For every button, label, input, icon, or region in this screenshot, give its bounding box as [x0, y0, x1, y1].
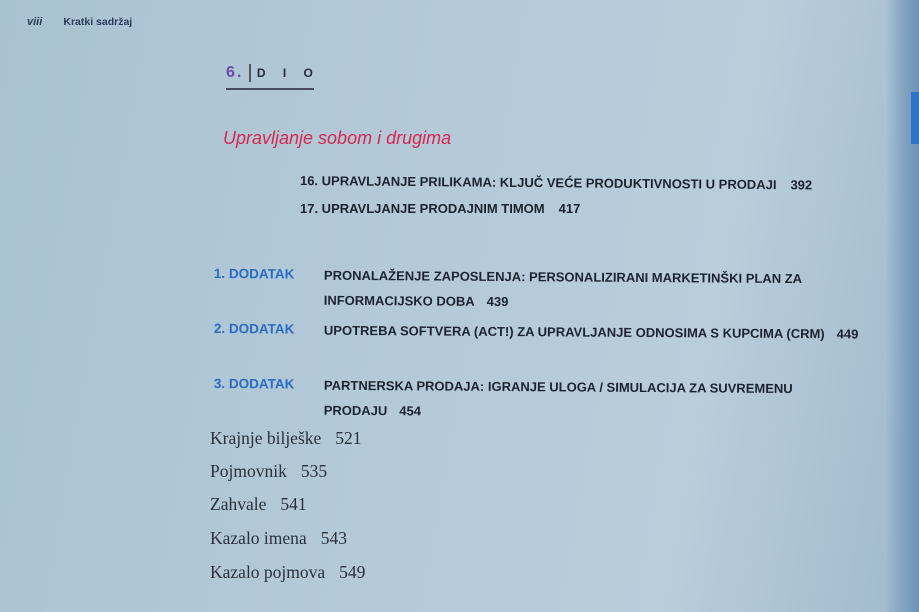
appendix-entry[interactable] — [213, 266, 874, 310]
back-matter-title: Kazalo imena — [210, 528, 307, 548]
part-number: 6. — [226, 64, 244, 82]
part-underline — [226, 88, 314, 90]
chapter-entry[interactable] — [300, 201, 580, 216]
chapter-entry[interactable] — [300, 173, 812, 192]
appendix-page: 454 — [399, 403, 422, 419]
back-matter-entry[interactable] — [210, 461, 327, 482]
back-matter-page: 541 — [280, 494, 307, 514]
appendix-title: PARTNERSKA PRODAJA: IGRANJE ULOGA / SIMULACIJA ZA SUVREMENU PRODAJU — [323, 377, 793, 419]
running-header — [27, 16, 132, 28]
back-matter-title: Kazalo pojmova — [210, 562, 326, 582]
appendix-page: 449 — [836, 326, 859, 342]
appendix-text — [324, 263, 864, 317]
back-matter-title: Pojmovnik — [210, 461, 287, 481]
appendix-entry[interactable] — [213, 376, 874, 419]
back-matter-page: 521 — [335, 428, 362, 448]
back-matter-title: Zahvale — [210, 494, 267, 514]
running-title: Kratki sadržaj — [63, 16, 133, 28]
back-matter-title: Krajnje bilješke — [210, 428, 322, 448]
page-number: viii — [27, 16, 43, 28]
appendix-title: PRONALAŽENJE ZAPOSLENJA: PERSONALIZIRANI MARKETINŠKI PLAN ZA INFORMACIJSKO DOBA — [323, 267, 802, 309]
section-title: Upravljanje sobom i drugima — [223, 128, 452, 148]
appendix-text — [324, 373, 864, 427]
appendix-label: 1. DODATAK — [213, 266, 295, 282]
chapter-title: 16. UPRAVLJANJE PRILIKAMA: KLJUČ VEĆE PRODUKTIVNOSTI U PRODAJI — [299, 173, 777, 193]
appendix-label: 2. DODATAK — [213, 321, 295, 337]
back-matter-entry[interactable] — [210, 528, 347, 549]
back-matter-page: 549 — [339, 562, 366, 582]
part-label: D I O — [256, 66, 320, 80]
appendix-text — [324, 318, 864, 347]
appendix-page: 439 — [486, 293, 509, 310]
appendix-entry[interactable] — [213, 321, 874, 342]
back-matter-page: 535 — [300, 461, 328, 481]
back-matter-page: 543 — [320, 528, 347, 548]
back-matter-entry[interactable] — [210, 562, 365, 583]
chapter-title: 17. UPRAVLJANJE PRODAJNIM TIMOM — [300, 201, 545, 216]
appendix-label: 3. DODATAK — [213, 376, 295, 392]
part-divider — [249, 64, 251, 82]
part-heading — [226, 64, 320, 82]
chapter-page: 417 — [558, 201, 581, 216]
back-matter-entry[interactable] — [210, 494, 307, 515]
section-tab-marker — [911, 92, 919, 144]
chapter-page: 392 — [790, 177, 813, 193]
back-matter-entry[interactable] — [210, 428, 362, 449]
appendix-title: UPOTREBA SOFTVERA (ACT!) ZA UPRAVLJANJE ODNOSIMA S KUPCIMA (CRM) — [323, 322, 825, 342]
